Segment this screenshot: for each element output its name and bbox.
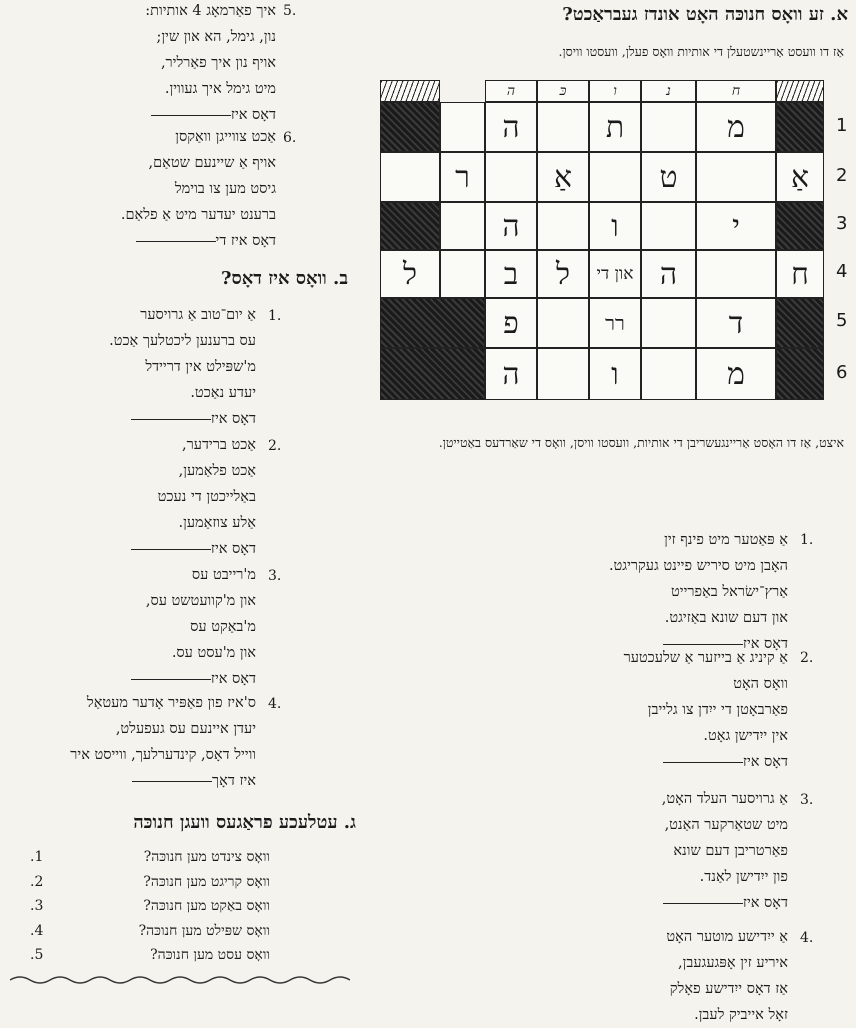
riddle-line: אַכט צווייגן וואַקסן (175, 129, 276, 145)
question-text: וואָס צינדט מען חנוכּה? (143, 849, 270, 865)
question-text: וואָס קריגט מען חנוכּה? (143, 873, 270, 890)
riddle-line: גיסט מען צו בוימל (174, 181, 276, 197)
grid-header-letter: נ (641, 80, 696, 102)
riddle-line: און מ'עסט עס. (171, 645, 256, 661)
grid-row-number: 6 (836, 362, 848, 383)
wavy-divider (10, 972, 350, 988)
riddle-line: מ'באַקט עס (190, 619, 256, 635)
question-number: 2. (30, 873, 44, 890)
question-item (30, 943, 270, 968)
riddle-number: 3. (800, 792, 814, 808)
riddle-answer-line: דאָס איז די (121, 228, 276, 254)
grid-cell: ה (641, 250, 696, 298)
riddle-line: אַ קיניג אַ בייזער אַ שלעכטער (623, 650, 788, 666)
grid-header-letter: ח (696, 80, 776, 102)
riddle-line: אויף נון איך פאַרליר, (160, 55, 276, 71)
riddle-line: מיט גימל איך געווין. (164, 81, 276, 97)
grid-cell-blank (440, 102, 485, 152)
riddle-line: האָבן מיט סיריש פיינט געקריגט. (608, 558, 788, 574)
grid-cell-blank (380, 152, 440, 202)
riddle-line: יעדע נאַכט. (190, 385, 256, 401)
grid-row-number: 3 (836, 213, 848, 234)
question-number: 3. (30, 898, 44, 914)
grid-cell-blank (641, 202, 696, 250)
answer-blank[interactable] (136, 241, 216, 242)
riddle-line: מ'רייבט עס (191, 567, 256, 583)
riddle-line: עס ברענען ליכטלעך אַכט. (109, 333, 256, 349)
answer-blank[interactable] (151, 115, 231, 116)
question-text: וואָס באַקט מען חנוכּה? (143, 898, 270, 914)
grid-cell-blank (537, 102, 589, 152)
riddle-line: ווייל דאָס, קינדערלעך, ווייסט איר (70, 747, 256, 763)
grid-cell-dark (776, 202, 824, 250)
riddle-text (666, 924, 788, 1028)
grid-header-letter: ו (589, 80, 641, 102)
riddle-answer-line: דאָס איז (609, 631, 788, 657)
grid-header-hatch-left (380, 80, 440, 102)
riddle-answer-line: דאָס איז (145, 102, 276, 128)
answer-blank[interactable] (131, 419, 211, 420)
riddle-line: פון ייִדישן לאַנד. (699, 869, 788, 885)
riddle-line: איך פאַרמאָג 4 אותיות: (145, 3, 276, 19)
riddle-answer-line: דאָס איז (657, 890, 788, 916)
riddle-line: אַלע צוזאַמען. (178, 515, 256, 531)
grid-cell: אַ (776, 152, 824, 202)
riddle-line: אין ייִדישן גאָט. (703, 728, 788, 744)
riddle-line: אַ פּאַטער מיט פינף זין (664, 532, 788, 548)
riddle-text (609, 527, 788, 657)
grid-cell-dark (380, 202, 440, 250)
riddle-text (121, 124, 276, 254)
section-a-intro: אַז דו וועסט אַריינשטעלן די אותיות וואָס פעלן, וועסטו וויסן. (558, 44, 844, 59)
grid-cell-blank (641, 298, 696, 348)
riddle-line: פאַרבאָטן די ייִדן צו גלייבן (647, 702, 788, 718)
riddle-text (125, 432, 256, 562)
riddle-line: אַכט ברידער, (182, 437, 256, 453)
riddle-number: 1. (800, 532, 814, 548)
riddle-line: אַכט פלאַמען, (178, 463, 256, 479)
grid-cell-dark (776, 348, 824, 400)
riddle-text (145, 0, 276, 128)
section-b-title: ב. וואָס איז דאָס? (220, 268, 348, 289)
answer-blank[interactable] (131, 549, 211, 550)
riddle-answer-line: דאָס איז (109, 406, 256, 432)
riddle-text (125, 562, 256, 692)
grid-cell: ח (776, 250, 824, 298)
question-text: וואָס עסט מען חנוכּה? (150, 947, 270, 963)
riddle-line: יעדן איינעם עס געפעלט, (115, 721, 256, 737)
grid-cell-blank (696, 152, 776, 202)
riddle-line: באַלייכטן די נעכט (157, 489, 256, 505)
question-number: 1. (30, 849, 44, 865)
grid-cell-blank (641, 102, 696, 152)
riddle-line: און דעם שונא באַזיגט. (664, 610, 788, 626)
riddle-answer-line: דאָס איז (624, 749, 788, 775)
grid-cell-dark (380, 102, 440, 152)
riddle-line: אַז דאָס ייִדישע פאָלק (669, 981, 788, 997)
riddle-number: 3. (268, 568, 282, 584)
question-item (30, 870, 270, 895)
grid-header-letter: ה (485, 80, 537, 102)
riddle-line: און מ'קוועטשט עס, (145, 593, 256, 609)
grid-cell: מ (696, 102, 776, 152)
riddle-line: מ'שפּילט אין דריידל (145, 359, 256, 375)
questions-list (30, 845, 270, 968)
riddle-line: אַ ייִדישע מוטער האָט (666, 929, 788, 945)
riddle-answer-line: דאָס איז (125, 536, 256, 562)
riddle-line: ס'איז פון פאַפּיר אָדער מעטאַל (86, 695, 256, 711)
section-g-title: ג. עטלעכע פראַגעס וועגן חנוכּה (133, 812, 356, 833)
question-item (30, 919, 270, 944)
riddle-line: אויף אַ שיינעם שטאַם, (148, 155, 276, 171)
grid-row-number: 4 (836, 261, 848, 282)
grid-cell: ו (589, 348, 641, 400)
riddle-line: אַ גרויסער העלד האָט, (661, 791, 788, 807)
grid-row-number: 2 (836, 165, 848, 186)
grid-header-letter: כּ (537, 80, 589, 102)
riddle-line: פאַרטריבן דעם שונא (673, 843, 788, 859)
grid-cell: ו (589, 202, 641, 250)
answer-blank[interactable] (132, 781, 212, 782)
riddle-line: אַ יום־טוב אַ גרויסער (140, 307, 256, 323)
riddle-line: וואָס האָט (733, 676, 788, 692)
grid-cell: ל (380, 250, 440, 298)
grid-cell-blank (440, 202, 485, 250)
question-number: 5. (30, 947, 44, 963)
grid-cell-dark (776, 298, 824, 348)
grid-cell-blank (537, 202, 589, 250)
riddle-line: איריע זין אָפּגעגעבן, (678, 955, 788, 971)
riddle-number: 2. (800, 650, 814, 666)
grid-cell: ד (696, 298, 776, 348)
grid-cell-blank (641, 348, 696, 400)
grid-cell: מ (696, 348, 776, 400)
riddle-number: 4. (268, 696, 282, 712)
riddle-text (109, 302, 256, 432)
grid-row-number: 5 (836, 310, 848, 331)
section-a-title: א. זע וואָס חנוכּה האָט אונדז געבראַכט? (562, 4, 848, 25)
riddle-line: זאָל אייביק לעבן. (694, 1007, 788, 1023)
question-item (30, 845, 270, 870)
grid-cell-blank (537, 298, 589, 348)
riddle-line: נון, גימל, הא און שין; (156, 29, 276, 45)
answer-blank[interactable] (131, 679, 211, 680)
riddle-number: 6. (283, 130, 297, 146)
riddle-answer-line: איז דאָך (70, 768, 256, 794)
grid-cell: אַ (537, 152, 589, 202)
answer-blank[interactable] (663, 903, 743, 904)
grid-cell: און די (589, 250, 641, 298)
grid-cell: ב (485, 250, 537, 298)
riddle-number: 4. (800, 930, 814, 946)
riddle-answer-line: דאָס איז (125, 666, 256, 692)
grid-cell-dark (380, 298, 485, 348)
riddle-text (657, 786, 788, 916)
grid-cell: י (696, 202, 776, 250)
riddle-line: מיט שטאַרקער האַנט, (664, 817, 788, 833)
grid-cell-dark (776, 102, 824, 152)
riddle-number: 2. (268, 438, 282, 454)
grid-row-number: 1 (836, 115, 848, 136)
grid-cell-dark (380, 348, 485, 400)
riddle-text (624, 645, 788, 775)
grid-cell: ה (485, 202, 537, 250)
grid-cell-blank (537, 348, 589, 400)
grid-header-hatch-right (776, 80, 824, 102)
answer-blank[interactable] (663, 762, 743, 763)
grid-cell-blank (696, 250, 776, 298)
riddle-line: אַרץ־ישׂראל באַפרייט (671, 584, 788, 600)
grid-cell-blank (485, 152, 537, 202)
grid-cell: רר (589, 298, 641, 348)
question-number: 4. (30, 922, 44, 939)
after-grid-text: איצט, אַז דו האָסט אַריינגעשריבן די אותיות, וועסטו וויסן, וואָס די שאַרדעס באַטייטן. (438, 435, 844, 450)
grid-cell: ל (537, 250, 589, 298)
grid-cell: ת (589, 102, 641, 152)
grid-cell: ר (440, 152, 485, 202)
riddle-text (70, 690, 256, 794)
grid-cell-blank (440, 250, 485, 298)
grid-cell: ה (485, 348, 537, 400)
grid-cell-blank (589, 152, 641, 202)
riddle-line: ברענט יעדער מיט אַ פלאַם. (120, 207, 276, 223)
question-item (30, 894, 270, 919)
letter-grid-puzzle (380, 80, 848, 405)
riddle-number: 5. (283, 3, 297, 19)
grid-cell: ה (485, 102, 537, 152)
grid-cell: ט (641, 152, 696, 202)
grid-cell: פ (485, 298, 537, 348)
riddle-number: 1. (268, 308, 282, 324)
question-text: וואָס שפּילט מען חנוכּה? (138, 922, 270, 939)
